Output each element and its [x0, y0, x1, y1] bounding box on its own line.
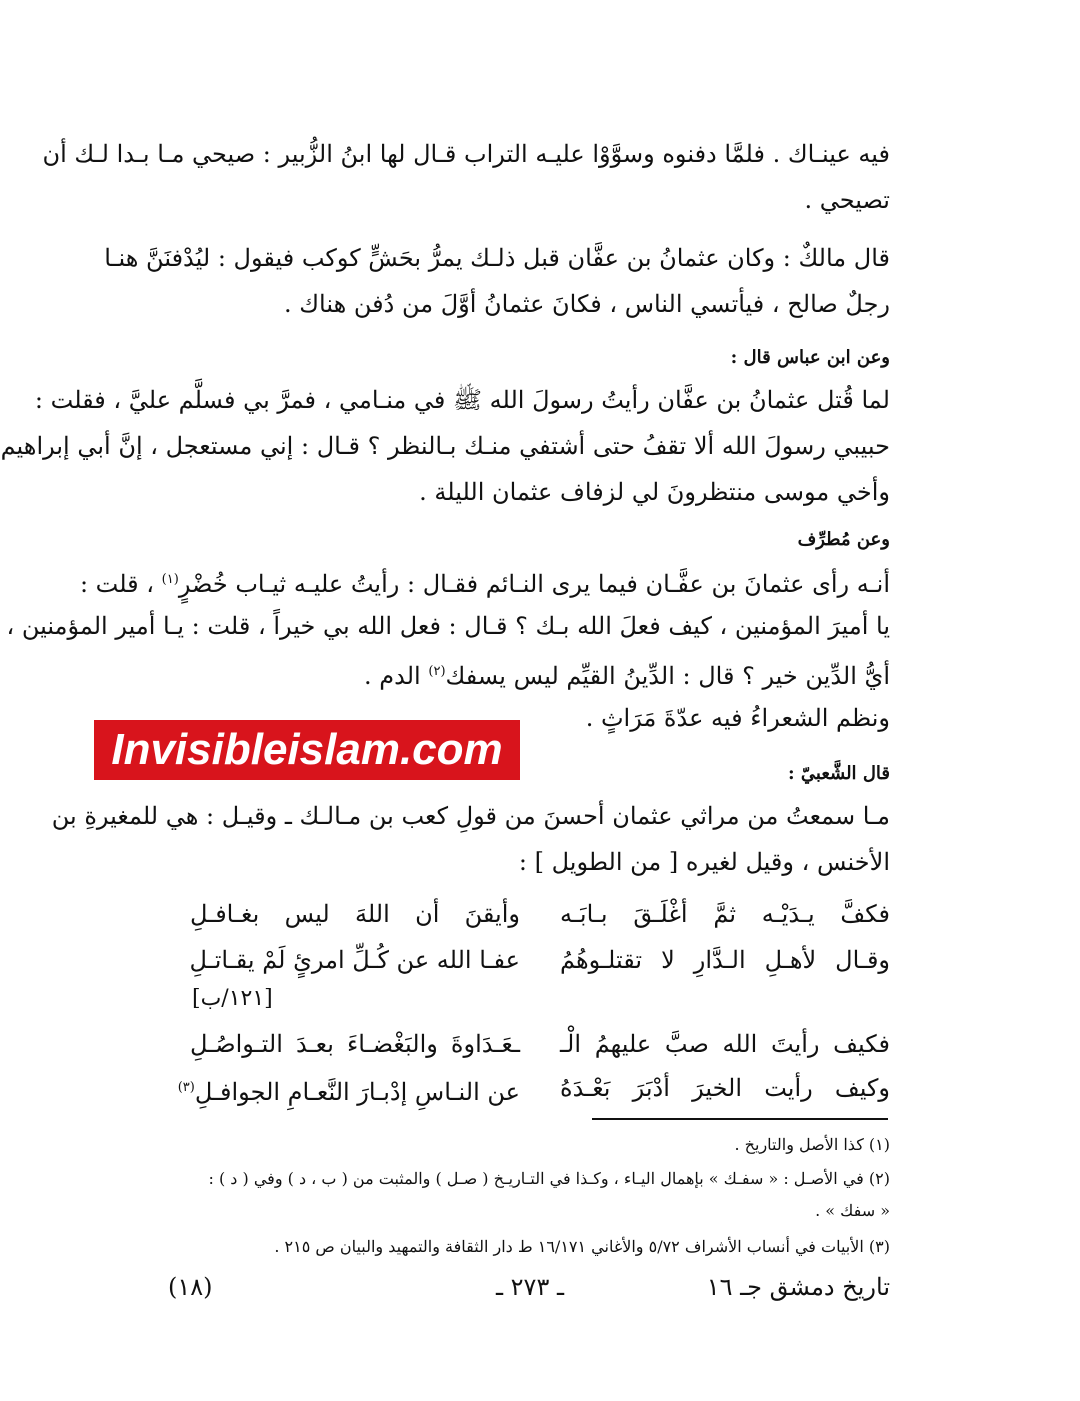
verse-first-hemistich: وقـال لأهـلِ الـدَّارِ لا تقتلـوهُمُ	[560, 946, 890, 974]
body-line: وأخي موسى منتظرونَ لي لزفاف عثمان الليلة .	[419, 478, 890, 506]
section-heading: وعن ابن عباس قال :	[730, 347, 890, 368]
verse-second-hemistich: ـعَـدَاوةَ والبَغْضـاءَ بعـدَ التـواصُـلِ	[190, 1030, 520, 1058]
body-line: الأخنس ، وقيل لغيره [ من الطويل ] :	[518, 848, 890, 876]
body-line: أنـه رأى عثمانَ بن عفَّـان فيما يرى النـائم فقـال : رأيتُ عليـه ثيـاب خُضْرٍ$^{(١)}$ ، قلت :	[79, 570, 890, 598]
footnote: (٢) في الأصـل : « سفـك » بإهمال اليـاء ، وكـذا في التـاريـخ ( صـل ) والمثبت من ( ب ، د ) وفي ( د ) :	[208, 1169, 890, 1188]
signature-mark: (١٨)	[168, 1273, 213, 1301]
footnote-separator	[592, 1118, 888, 1120]
verse-second-hemistich: وأيقنَ أن اللهَ ليس بغـافـلِ	[190, 900, 520, 928]
verse-second-hemistich: عفـا الله عن كُـلِّ امرئٍ لَمْ يقـاتـلِ	[189, 946, 520, 974]
body-line: فيه عينـاك . فلمَّا دفنوه وسوَّوْا عليـه التراب قـال لها ابنُ الزُّبير : صيحي مـا بـدا لـك أن	[42, 140, 890, 168]
manuscript-folio-ref: [١٢١/ب]	[192, 986, 273, 1011]
watermark-banner: Invisibleislam.com	[94, 720, 520, 780]
section-heading: وعن مُطرِّف	[797, 529, 890, 550]
verse-second-hemistich: عن النـاسِ إدْبـارَ النَّعـامِ الجوافـلِ$^{(٣)}$	[177, 1078, 520, 1106]
footnote-marker[interactable]: (١)	[161, 572, 179, 587]
book-title: تاريخ دمشق جـ ١٦	[706, 1273, 890, 1301]
body-line: مـا سمعتُ من مراثي عثمان أحسنَ من قولِ كعب بن مـالـك ـ وقيـل : هي للمغيرةِ بن	[51, 802, 890, 830]
page-number: ـ ٢٧٣ ـ	[495, 1273, 564, 1301]
section-heading: قال الشَّعبيّ :	[787, 763, 890, 784]
footnote: (١) كذا الأصل والتاريخ .	[734, 1135, 890, 1154]
verse-first-hemistich: وكيف رأيت الخيرَ أدْبَرَ بَعْـدَهُ	[560, 1074, 890, 1102]
body-line: ونظم الشعراءُ فيه عدّةَ مَرَاثٍ .	[585, 704, 890, 732]
body-line: يا أميرَ المؤمنين ، كيف فعلَ الله بـك ؟ قـال : فعل الله بي خيراً ، قلت : يـا أمير المؤمنين ،	[6, 612, 890, 640]
body-line: قال مالكٌ : وكان عثمانُ بن عفَّان قبل ذلـك يمرُّ بحَشٍّ كوكب فيقول : ليُدْفنَنَّ هنـا	[104, 244, 890, 272]
body-line: تصيحي .	[804, 186, 890, 214]
footnote-marker[interactable]: (٣)	[177, 1080, 195, 1095]
verse-first-hemistich: فكفَّ يـدَيْـه ثمَّ أغْلَـقَ بـابَـه	[560, 900, 890, 928]
footnote: « سفك » .	[815, 1201, 890, 1220]
body-line: رجلٌ صالح ، فيأتسي الناس ، فكانَ عثمانُ أوَّلَ من دُفن هناك .	[284, 290, 890, 318]
footnote: (٣) الأبيات في أنساب الأشراف ٥/٧٢ والأغاني ١٦/١٧١ ط دار الثقافة والتمهيد والبيان ص ٢١٥ .	[274, 1237, 890, 1256]
body-line: حبيبي رسولَ الله ألا تقفُ حتى أشتفي منـك بـالنظر ؟ قـال : إني مستعجل ، إنَّ أبي إبراهيم	[0, 432, 890, 460]
verse-first-hemistich: فكيف رأيتَ الله صبَّ عليهمُ الْـ	[560, 1030, 890, 1058]
body-line: لما قُتل عثمانُ بن عفَّان رأيتُ رسولَ الله ﷺ في منـامي ، فمرَّ بي فسلَّم عليَّ ، فقلت :	[34, 386, 890, 414]
footnote-marker[interactable]: (٢)	[428, 664, 446, 679]
body-line: أيُّ الدِّين خير ؟ قال : الدِّينُ القيِّم ليس يسفك$^{(٢)}$ الدم .	[364, 662, 890, 690]
